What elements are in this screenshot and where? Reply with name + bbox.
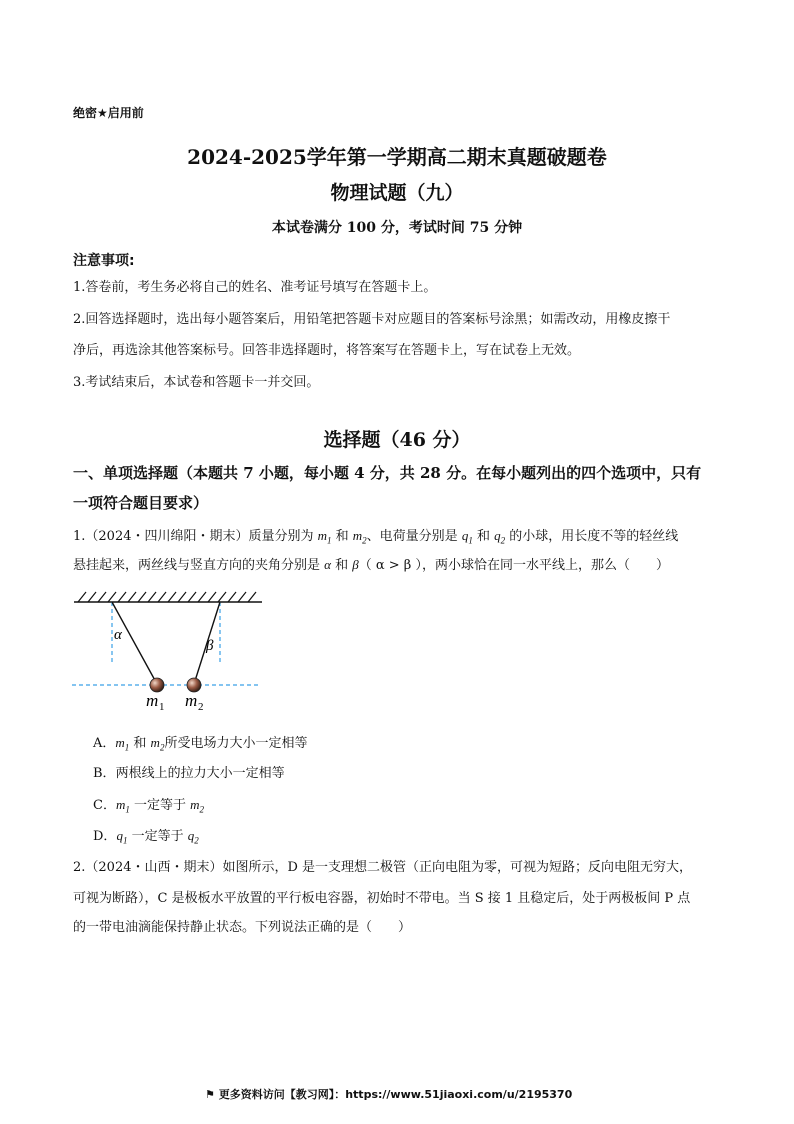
notice-item: 净后，再选涂其他答案标号。回答非选择题时，将答案写在答题卡上，写在试卷上无效。 xyxy=(73,343,581,358)
string-left xyxy=(112,602,157,684)
q1-line2: 悬挂起来，两丝线与竖直方向的夹角分别是 α 和 β（ α > β ），两小球恰在同一水平线上，那么（ ） xyxy=(73,557,669,573)
option-d: D．$q_1$ 一定等于 $q_2$ xyxy=(93,828,199,846)
option-b: B．两根线上的拉力大小一定相等 xyxy=(93,766,285,781)
m1-sub: 1 xyxy=(159,701,165,713)
footer-link[interactable] xyxy=(205,1086,572,1102)
notice-item: 2.回答选择题时，选出每小题答案后，用铅笔把答题卡对应题目的答案标号涂黑；如需改动，用橡皮擦干 xyxy=(73,312,671,327)
part-heading-line1: 一、单项选择题（本题共 7 小题，每小题 4 分，共 28 分。在每小题列出的四个选项中，只有 xyxy=(73,464,702,482)
part-heading-line2: 一项符合题目要求） xyxy=(73,494,209,512)
flag-icon: ⚑ xyxy=(205,1088,215,1101)
exam-title: 2024-2025学年第一学期高二期末真题破题卷 xyxy=(187,145,607,169)
alpha-label: α xyxy=(114,627,122,643)
section-title: 选择题（46 分） xyxy=(323,429,471,451)
q2-line2: 可视为断路），C 是极板水平放置的平行板电容器，初始时不带电。当 S 接 1 且稳定后，处于两极板间 P 点 xyxy=(73,891,691,906)
q2-line1: 2.（2024・山西・期末）如图所示，D 是一支理想二极管（正向电阻为零，可视为短路；反向电阻无穷大， xyxy=(73,860,693,875)
ball-m2 xyxy=(187,678,201,692)
ceiling-hatching xyxy=(78,592,256,602)
option-c: C．$m_1$ 一定等于 $m_2$ xyxy=(93,797,204,815)
option-a: A．$m_1$ 和 $m_2$所受电场力大小一定相等 xyxy=(93,735,308,753)
notice-heading: 注意事项: xyxy=(73,253,135,269)
notice-item: 1.答卷前，考生务必将自己的姓名、准考证号填写在答题卡上。 xyxy=(73,280,437,295)
q2-line3: 的一带电油滴能保持静止状态。下列说法正确的是（ ） xyxy=(73,920,412,935)
m2-sub: 2 xyxy=(198,701,204,713)
q1-line1: 1.（2024・四川绵阳・期末）质量分别为 $m_1$ 和 $m_2$、电荷量分别是 $q_1$ 和 $q_2$ 的小球，用长度不等的轻丝线 xyxy=(73,528,679,546)
exam-subtitle: 物理试题（九） xyxy=(330,182,464,204)
beta-label: β xyxy=(206,638,214,654)
ball-m1 xyxy=(150,678,164,692)
pendulum-figure xyxy=(70,588,270,718)
m1-label: m xyxy=(146,691,159,710)
secret-label: 绝密★启用前 xyxy=(73,106,144,120)
exam-info: 本试卷满分 100 分，考试时间 75 分钟 xyxy=(271,220,523,236)
footer-text: 更多资料访问【教习网】：https://www.51jiaoxi.com/u/2195370 xyxy=(218,1088,573,1101)
notice-item: 3.考试结束后，本试卷和答题卡一并交回。 xyxy=(73,375,320,390)
m2-label: m xyxy=(185,691,198,710)
